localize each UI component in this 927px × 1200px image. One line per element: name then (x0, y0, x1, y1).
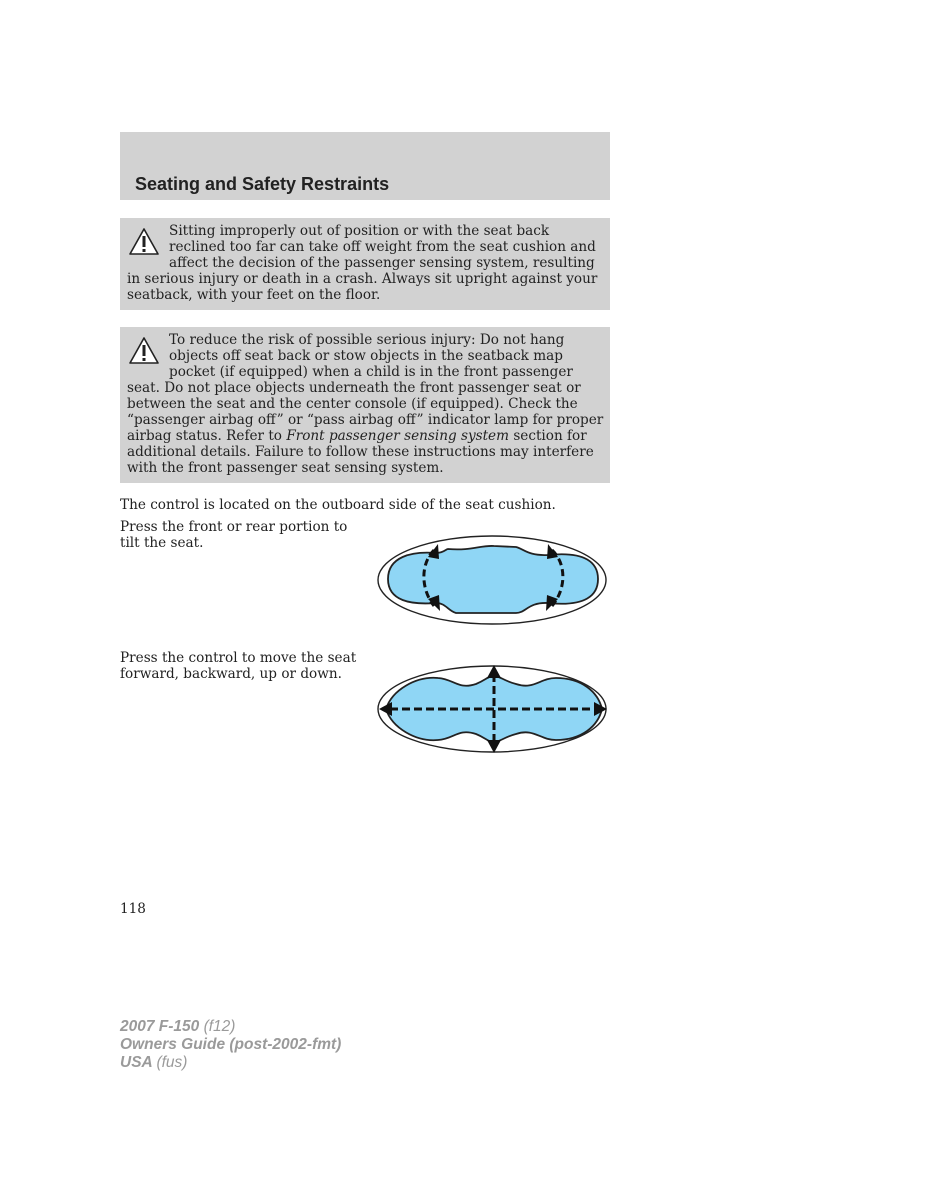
warning-text: Sitting improperly out of position or with the seat back reclined too far can take off weight from the seat cushion and affect the decision of the passenger sensing system, resulting in serious injury or death in a crash. Always sit upright against your seatback, with your feet on the floor. (127, 223, 598, 303)
control-location-text: The control is located on the outboard side of the seat cushion. (120, 497, 556, 513)
warning-triangle-icon (127, 335, 161, 367)
move-instruction-text: Press the control to move the seat forward, backward, up or down. (120, 650, 357, 682)
warning-box-seating-position (120, 218, 610, 310)
document-footer (120, 1018, 341, 1072)
tilt-instruction-text: Press the front or rear portion to tilt the seat. (120, 519, 348, 551)
footer-guide: Owners Guide (post-2002-fmt) (120, 1036, 342, 1053)
seat-tilt-control-diagram (376, 533, 610, 627)
footer-region: USA (120, 1054, 153, 1071)
section-header-band (120, 132, 610, 200)
footer-model: 2007 F-150 (120, 1018, 200, 1035)
page-number: 118 (120, 901, 146, 917)
footer-model-code: (f12) (203, 1018, 236, 1035)
warning-box-objects (120, 327, 610, 483)
footer-region-code: (fus) (156, 1054, 188, 1071)
seat-move-control-diagram (376, 662, 610, 756)
warning-triangle-icon (127, 226, 161, 258)
warning-text: To reduce the risk of possible serious injury: Do not hang objects off seat back or stow objects in the seatback map pocket (if equipped) when a child is in the front passenger seat. Do not place objects underneath the front passenger seat or between the seat and the center console (if equipped). Check the “passenger airbag off” or “pass airbag off” indicator lamp for proper airbag status. Refer to Front passenger sensing system section for additional details. Failure to follow these instructions may interfere with the front passenger seat sensing system. (127, 332, 604, 476)
section-title: Seating and Safety Restraints (135, 174, 390, 194)
seat-control-cushion (388, 546, 598, 613)
cross-reference: Front passenger sensing system (286, 428, 509, 444)
